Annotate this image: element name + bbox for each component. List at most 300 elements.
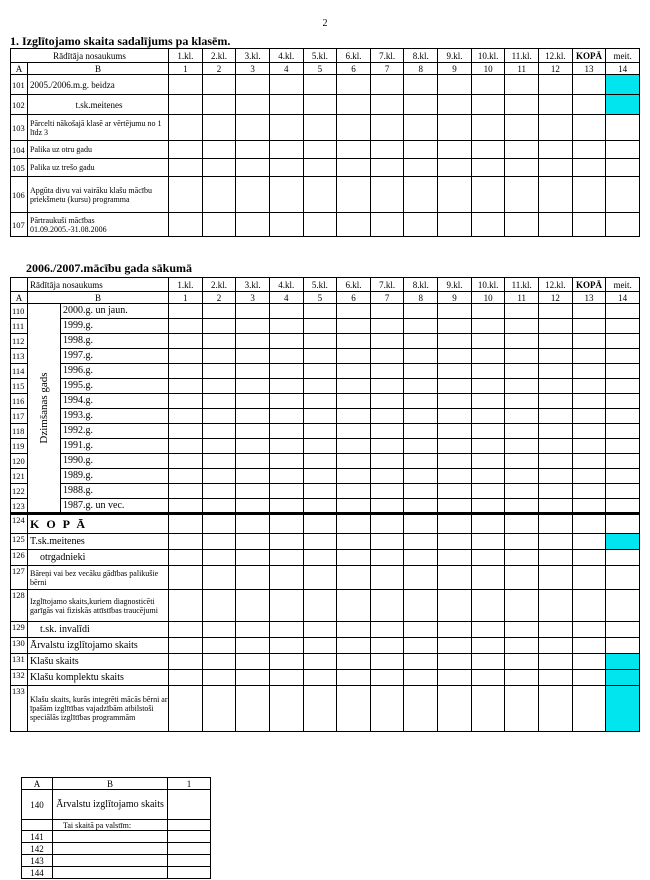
data-cell[interactable] [404,319,438,334]
data-cell[interactable] [505,686,539,732]
data-cell[interactable] [303,115,337,141]
data-cell[interactable] [337,499,371,514]
data-cell[interactable] [606,638,640,654]
data-cell[interactable] [202,590,236,622]
data-cell[interactable] [404,95,438,115]
data-cell[interactable] [269,499,303,514]
data-cell[interactable] [202,566,236,590]
data-cell[interactable] [202,304,236,319]
data-cell[interactable] [539,349,573,364]
data-cell[interactable] [370,534,404,550]
data-cell[interactable] [269,566,303,590]
data-cell[interactable] [303,424,337,439]
data-cell[interactable] [169,75,203,95]
data-cell[interactable] [404,159,438,177]
data-cell[interactable] [303,484,337,499]
data-cell[interactable] [202,670,236,686]
data-cell[interactable] [337,550,371,566]
data-cell[interactable] [438,394,472,409]
data-cell[interactable] [539,499,573,514]
data-cell[interactable] [505,484,539,499]
data-cell[interactable] [606,409,640,424]
data-cell[interactable] [168,820,211,831]
data-cell[interactable] [370,590,404,622]
data-cell[interactable] [370,622,404,638]
data-cell[interactable] [572,670,606,686]
data-cell[interactable] [606,454,640,469]
data-cell[interactable] [572,394,606,409]
data-cell[interactable] [169,95,203,115]
data-cell[interactable] [236,364,270,379]
data-cell[interactable] [370,304,404,319]
data-cell[interactable] [572,686,606,732]
data-cell[interactable] [539,364,573,379]
data-cell[interactable] [539,484,573,499]
data-cell[interactable] [606,364,640,379]
data-cell[interactable] [236,686,270,732]
data-cell[interactable] [471,469,505,484]
data-cell[interactable] [269,394,303,409]
data-cell[interactable] [236,115,270,141]
data-cell[interactable] [337,364,371,379]
data-cell[interactable] [572,364,606,379]
data-cell[interactable] [606,115,640,141]
data-cell[interactable] [404,304,438,319]
data-cell[interactable] [202,95,236,115]
data-cell[interactable] [572,454,606,469]
data-cell[interactable] [53,831,168,843]
data-cell[interactable] [337,686,371,732]
data-cell[interactable] [539,75,573,95]
data-cell[interactable] [572,654,606,670]
data-cell[interactable] [370,670,404,686]
data-cell[interactable] [169,213,203,237]
data-cell[interactable] [404,349,438,364]
data-cell[interactable] [505,141,539,159]
data-cell[interactable] [337,159,371,177]
data-cell[interactable] [202,534,236,550]
data-cell[interactable] [572,213,606,237]
data-cell[interactable] [303,550,337,566]
data-cell[interactable] [606,670,640,686]
data-cell[interactable] [471,177,505,213]
data-cell[interactable] [539,141,573,159]
data-cell[interactable] [236,454,270,469]
data-cell[interactable] [303,514,337,534]
data-cell[interactable] [370,638,404,654]
data-cell[interactable] [539,439,573,454]
data-cell[interactable] [404,141,438,159]
data-cell[interactable] [168,790,211,820]
data-cell[interactable] [202,379,236,394]
data-cell[interactable] [337,590,371,622]
data-cell[interactable] [337,379,371,394]
data-cell[interactable] [404,409,438,424]
data-cell[interactable] [169,319,203,334]
data-cell[interactable] [303,686,337,732]
data-cell[interactable] [303,177,337,213]
data-cell[interactable] [303,75,337,95]
data-cell[interactable] [471,213,505,237]
data-cell[interactable] [337,454,371,469]
data-cell[interactable] [236,95,270,115]
data-cell[interactable] [370,394,404,409]
data-cell[interactable] [539,566,573,590]
data-cell[interactable] [303,213,337,237]
data-cell[interactable] [303,566,337,590]
data-cell[interactable] [236,514,270,534]
data-cell[interactable] [471,159,505,177]
data-cell[interactable] [471,686,505,732]
data-cell[interactable] [438,409,472,424]
data-cell[interactable] [169,349,203,364]
data-cell[interactable] [202,484,236,499]
data-cell[interactable] [169,638,203,654]
data-cell[interactable] [236,439,270,454]
data-cell[interactable] [404,622,438,638]
data-cell[interactable] [572,534,606,550]
data-cell[interactable] [236,550,270,566]
data-cell[interactable] [370,439,404,454]
data-cell[interactable] [572,159,606,177]
data-cell[interactable] [404,670,438,686]
data-cell[interactable] [572,590,606,622]
data-cell[interactable] [572,304,606,319]
data-cell[interactable] [303,394,337,409]
data-cell[interactable] [471,670,505,686]
data-cell[interactable] [438,424,472,439]
data-cell[interactable] [539,95,573,115]
data-cell[interactable] [169,469,203,484]
data-cell[interactable] [169,177,203,213]
data-cell[interactable] [202,213,236,237]
data-cell[interactable] [337,566,371,590]
data-cell[interactable] [404,424,438,439]
data-cell[interactable] [269,75,303,95]
data-cell[interactable] [168,855,211,867]
data-cell[interactable] [606,439,640,454]
data-cell[interactable] [236,141,270,159]
data-cell[interactable] [169,514,203,534]
data-cell[interactable] [404,364,438,379]
data-cell[interactable] [471,566,505,590]
data-cell[interactable] [471,499,505,514]
data-cell[interactable] [236,654,270,670]
data-cell[interactable] [505,349,539,364]
data-cell[interactable] [202,424,236,439]
data-cell[interactable] [438,115,472,141]
data-cell[interactable] [169,686,203,732]
data-cell[interactable] [202,638,236,654]
data-cell[interactable] [303,334,337,349]
data-cell[interactable] [370,95,404,115]
data-cell[interactable] [539,550,573,566]
data-cell[interactable] [370,454,404,469]
data-cell[interactable] [606,686,640,732]
data-cell[interactable] [370,550,404,566]
data-cell[interactable] [606,334,640,349]
data-cell[interactable] [606,514,640,534]
data-cell[interactable] [438,469,472,484]
data-cell[interactable] [169,622,203,638]
data-cell[interactable] [370,349,404,364]
data-cell[interactable] [303,95,337,115]
data-cell[interactable] [471,622,505,638]
data-cell[interactable] [539,159,573,177]
data-cell[interactable] [303,469,337,484]
data-cell[interactable] [505,394,539,409]
data-cell[interactable] [404,469,438,484]
data-cell[interactable] [370,159,404,177]
data-cell[interactable] [505,213,539,237]
data-cell[interactable] [404,534,438,550]
data-cell[interactable] [438,75,472,95]
data-cell[interactable] [337,514,371,534]
data-cell[interactable] [505,304,539,319]
data-cell[interactable] [606,534,640,550]
data-cell[interactable] [236,304,270,319]
data-cell[interactable] [471,394,505,409]
data-cell[interactable] [404,394,438,409]
data-cell[interactable] [303,304,337,319]
data-cell[interactable] [337,638,371,654]
data-cell[interactable] [337,622,371,638]
data-cell[interactable] [303,454,337,469]
data-cell[interactable] [572,379,606,394]
data-cell[interactable] [404,484,438,499]
data-cell[interactable] [404,654,438,670]
data-cell[interactable] [438,334,472,349]
data-cell[interactable] [606,177,640,213]
data-cell[interactable] [404,638,438,654]
data-cell[interactable] [539,304,573,319]
data-cell[interactable] [202,454,236,469]
data-cell[interactable] [438,590,472,622]
data-cell[interactable] [202,550,236,566]
data-cell[interactable] [438,439,472,454]
data-cell[interactable] [269,439,303,454]
data-cell[interactable] [236,424,270,439]
data-cell[interactable] [269,115,303,141]
data-cell[interactable] [572,484,606,499]
data-cell[interactable] [269,534,303,550]
data-cell[interactable] [269,95,303,115]
data-cell[interactable] [169,409,203,424]
data-cell[interactable] [505,566,539,590]
data-cell[interactable] [53,867,168,879]
data-cell[interactable] [269,654,303,670]
data-cell[interactable] [169,670,203,686]
data-cell[interactable] [269,213,303,237]
data-cell[interactable] [269,334,303,349]
data-cell[interactable] [606,484,640,499]
data-cell[interactable] [471,550,505,566]
data-cell[interactable] [337,334,371,349]
data-cell[interactable] [236,670,270,686]
data-cell[interactable] [370,409,404,424]
data-cell[interactable] [404,115,438,141]
data-cell[interactable] [303,590,337,622]
data-cell[interactable] [370,424,404,439]
data-cell[interactable] [236,469,270,484]
data-cell[interactable] [505,409,539,424]
data-cell[interactable] [438,319,472,334]
data-cell[interactable] [303,379,337,394]
data-cell[interactable] [202,686,236,732]
data-cell[interactable] [404,514,438,534]
data-cell[interactable] [606,319,640,334]
data-cell[interactable] [539,670,573,686]
data-cell[interactable] [572,424,606,439]
data-cell[interactable] [169,304,203,319]
data-cell[interactable] [572,622,606,638]
data-cell[interactable] [202,177,236,213]
data-cell[interactable] [539,686,573,732]
data-cell[interactable] [202,141,236,159]
data-cell[interactable] [471,75,505,95]
data-cell[interactable] [471,349,505,364]
data-cell[interactable] [337,141,371,159]
data-cell[interactable] [438,622,472,638]
data-cell[interactable] [505,590,539,622]
data-cell[interactable] [404,454,438,469]
data-cell[interactable] [471,141,505,159]
data-cell[interactable] [505,115,539,141]
data-cell[interactable] [337,424,371,439]
data-cell[interactable] [572,319,606,334]
data-cell[interactable] [606,95,640,115]
data-cell[interactable] [269,409,303,424]
data-cell[interactable] [539,334,573,349]
data-cell[interactable] [471,439,505,454]
data-cell[interactable] [539,177,573,213]
data-cell[interactable] [539,394,573,409]
data-cell[interactable] [572,177,606,213]
data-cell[interactable] [539,638,573,654]
data-cell[interactable] [370,115,404,141]
data-cell[interactable] [303,141,337,159]
data-cell[interactable] [169,394,203,409]
data-cell[interactable] [438,670,472,686]
data-cell[interactable] [337,319,371,334]
data-cell[interactable] [269,454,303,469]
data-cell[interactable] [505,364,539,379]
data-cell[interactable] [202,394,236,409]
data-cell[interactable] [169,424,203,439]
data-cell[interactable] [337,304,371,319]
data-cell[interactable] [202,499,236,514]
data-cell[interactable] [169,115,203,141]
data-cell[interactable] [539,115,573,141]
data-cell[interactable] [202,469,236,484]
data-cell[interactable] [471,590,505,622]
data-cell[interactable] [202,439,236,454]
data-cell[interactable] [539,379,573,394]
data-cell[interactable] [169,334,203,349]
data-cell[interactable] [169,159,203,177]
data-cell[interactable] [337,75,371,95]
data-cell[interactable] [471,95,505,115]
data-cell[interactable] [572,514,606,534]
data-cell[interactable] [169,484,203,499]
data-cell[interactable] [572,469,606,484]
data-cell[interactable] [202,115,236,141]
data-cell[interactable] [169,141,203,159]
data-cell[interactable] [202,622,236,638]
data-cell[interactable] [572,439,606,454]
data-cell[interactable] [169,550,203,566]
data-cell[interactable] [169,590,203,622]
data-cell[interactable] [471,654,505,670]
data-cell[interactable] [303,499,337,514]
data-cell[interactable] [505,177,539,213]
data-cell[interactable] [236,534,270,550]
data-cell[interactable] [269,670,303,686]
data-cell[interactable] [303,638,337,654]
data-cell[interactable] [236,213,270,237]
data-cell[interactable] [404,590,438,622]
data-cell[interactable] [236,334,270,349]
data-cell[interactable] [438,454,472,469]
data-cell[interactable] [505,319,539,334]
data-cell[interactable] [303,439,337,454]
data-cell[interactable] [269,364,303,379]
data-cell[interactable] [269,550,303,566]
data-cell[interactable] [505,670,539,686]
data-cell[interactable] [303,319,337,334]
data-cell[interactable] [169,379,203,394]
data-cell[interactable] [169,439,203,454]
data-cell[interactable] [236,590,270,622]
data-cell[interactable] [202,514,236,534]
data-cell[interactable] [471,364,505,379]
data-cell[interactable] [370,499,404,514]
data-cell[interactable] [236,566,270,590]
data-cell[interactable] [202,409,236,424]
data-cell[interactable] [337,484,371,499]
data-cell[interactable] [572,638,606,654]
data-cell[interactable] [471,115,505,141]
data-cell[interactable] [337,409,371,424]
data-cell[interactable] [505,514,539,534]
data-cell[interactable] [370,364,404,379]
data-cell[interactable] [370,566,404,590]
data-cell[interactable] [236,319,270,334]
data-cell[interactable] [505,534,539,550]
data-cell[interactable] [337,670,371,686]
data-cell[interactable] [370,654,404,670]
data-cell[interactable] [202,334,236,349]
data-cell[interactable] [572,95,606,115]
data-cell[interactable] [505,334,539,349]
data-cell[interactable] [337,469,371,484]
data-cell[interactable] [505,424,539,439]
data-cell[interactable] [539,534,573,550]
data-cell[interactable] [572,499,606,514]
data-cell[interactable] [505,550,539,566]
data-cell[interactable] [337,534,371,550]
data-cell[interactable] [606,550,640,566]
data-cell[interactable] [539,213,573,237]
data-cell[interactable] [404,334,438,349]
data-cell[interactable] [471,334,505,349]
data-cell[interactable] [236,484,270,499]
data-cell[interactable] [236,409,270,424]
data-cell[interactable] [269,469,303,484]
data-cell[interactable] [606,75,640,95]
data-cell[interactable] [202,319,236,334]
data-cell[interactable] [572,334,606,349]
